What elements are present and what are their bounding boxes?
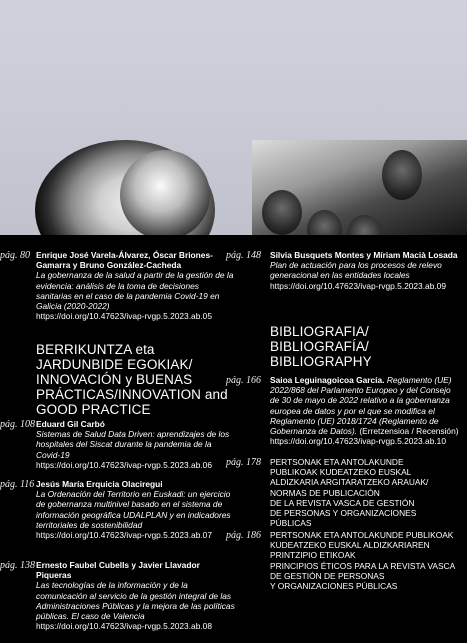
entry-title: La Ordenación del Territorio en Euskadi: un ejercicio de gobernanza multinivel basado en el sistema de información geográfica UDALPLAN y en indicadores territoriales de sostenibilidad <box>36 489 231 530</box>
page-number: pág. 186 <box>226 530 261 541</box>
toc-entry-186[interactable] <box>270 530 462 591</box>
entry-authors: Enrique José Varela-Álvarez, Óscar Briones-Gamarra y Bruno González-Cacheda <box>36 250 213 271</box>
entry-line: ALDIZKARIA ARGITARATZEKO ARAUAK/ <box>270 477 429 488</box>
entry-doi-link[interactable]: https://doi.org/10.47623/ivap-rvgp.5.2023.ab.10 <box>270 436 447 447</box>
entry-doi-link[interactable]: https://doi.org/10.47623/ivap-rvgp.5.2023.ab.05 <box>36 311 213 322</box>
people-photo <box>252 140 467 235</box>
entry-line: PERTSONAK ETA ANTOLAKUNDE <box>270 457 404 467</box>
page-number: pág. 116 <box>0 479 35 490</box>
page-number: pág. 138 <box>0 560 35 571</box>
entry-line: PRINCIPIOS ÉTICOS PARA LA REVISTA VASCA <box>270 560 456 571</box>
entry-doi-link[interactable]: https://doi.org/10.47623/ivap-rvgp.5.2023.ab.09 <box>270 280 447 291</box>
section-heading-innovation: BERRIKUNTZA eta JARDUNBIDE EGOKIAK/ INNOVACIÓN y BUENAS PRÁCTICAS/INNOVATION and GOOD PRACTICE <box>36 342 228 417</box>
section-heading-bibliography: BIBLIOGRAFIA/ BIBLIOGRAFÍA/ BIBLIOGRAPHY <box>270 324 372 369</box>
entry-line: NORMAS DE PUBLICACIÓN <box>270 487 380 498</box>
toc-entry-80[interactable] <box>36 250 236 321</box>
entry-title: La gobernanza de la salud a partir de la gestión de la evidencia: análisis de la toma de decisiones sanitarias en el caso de la pandemia Covid-19 en Galicia (2020-2022) <box>36 270 234 312</box>
entry-line: PERTSONAK ETA ANTOLAKUNDE PUBLIKOAK <box>270 530 454 540</box>
entry-text <box>270 375 459 436</box>
entry-authors: Eduard Gil Carbó <box>36 419 105 429</box>
page-number: pág. 80 <box>0 250 30 261</box>
entry-line: DE GESTIÓN DE PERSONAS <box>270 570 385 581</box>
entry-title: Las tecnologías de la información y de la comunicación al servicio de la gestión integral de las Administraciones Públicas y la mejora de las políticas públicas. El caso de Valencia <box>36 580 235 622</box>
entry-line: PÚBLICAS <box>270 518 312 529</box>
page-number: pág. 148 <box>226 250 261 261</box>
entry-doi-link[interactable]: https://doi.org/10.47623/ivap-rvgp.5.2023.ab.06 <box>36 459 213 470</box>
page-number: pág. 166 <box>226 375 261 386</box>
entry-note: (Erretzensioa / Recensión) <box>359 426 459 437</box>
toc-entry-178[interactable] <box>270 457 460 528</box>
coin-image-detail <box>120 150 210 235</box>
entry-doi-link[interactable]: https://doi.org/10.47623/ivap-rvgp.5.2023.ab.07 <box>36 530 213 541</box>
entry-title: Sistemas de Salud Data Driven: aprendizajes de los hospitales del Siscat durante la pandemia de la Covid-19 <box>36 429 230 460</box>
entry-authors: Silvia Busquets Montes y Míriam Macià Losada <box>270 250 458 260</box>
entry-line: Y ORGANIZACIONES PÚBLICAS <box>270 581 398 592</box>
toc-entry-138[interactable] <box>36 560 236 631</box>
toc-entry-166[interactable] <box>270 375 462 446</box>
page-number: pág. 108 <box>0 419 35 430</box>
entry-authors: Saioa Leguinagoicoa García. <box>270 375 385 385</box>
entry-line: KUDEATZEKO EUSKAL ALDIZKARIAREN <box>270 540 430 551</box>
entry-authors: Jesús María Erquicia Olaciregui <box>36 479 163 489</box>
entry-doi-link[interactable]: https://doi.org/10.47623/ivap-rvgp.5.2023.ab.08 <box>36 621 213 632</box>
toc-entry-116[interactable] <box>36 479 236 540</box>
entry-title: Reglamento (UE) 2022/868 del Parlamento Europeo y del Consejo de 30 de mayo de 2022 relativo a la gobernanza europea de datos y por el que se modifica el Reglamento (UE) 2018/1724 (Reglamento de Gobernanza de Datos). <box>270 375 452 437</box>
entry-line: DE LA REVISTA VASCA DE GESTIÓN <box>270 497 415 508</box>
toc-entry-148[interactable] <box>270 250 460 291</box>
cover-photo <box>0 0 467 235</box>
entry-line: PRINTZIPIO ETIKOAK <box>270 550 356 561</box>
entry-line: DE PERSONAS Y ORGANIZACIONES <box>270 508 417 519</box>
entry-title: Plan de actuación para los procesos de relevo generacional en las entidades locales <box>270 260 442 281</box>
toc-entry-108[interactable] <box>36 419 236 470</box>
entry-authors: Ernesto Faubel Cubells y Javier Llavador Piqueras <box>36 560 200 581</box>
entry-line: PUBLIKOAK KUDEATZEKO EUSKAL <box>270 467 412 478</box>
page-number: pág. 178 <box>226 457 261 468</box>
